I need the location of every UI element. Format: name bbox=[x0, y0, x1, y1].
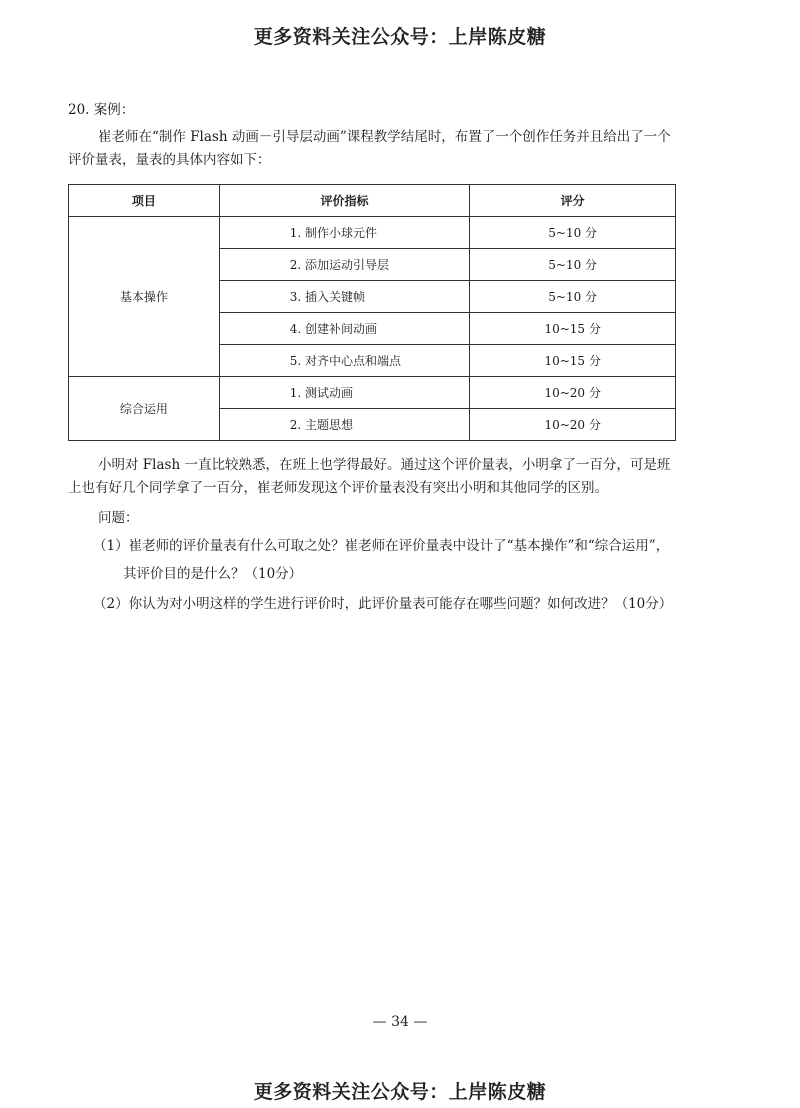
indicator-cell: 1. 测试动画 bbox=[219, 377, 470, 409]
questions-label: 问题： bbox=[98, 510, 139, 526]
question-intro: 崔老师在“制作 Flash 动画－引导层动画”课程教学结尾时，布置了一个创作任务并且给出了一个评价量表，量表的具体内容如下： bbox=[68, 129, 671, 168]
page-number: — 34 — bbox=[372, 1014, 428, 1030]
bottom-banner: 更多资料关注公众号：上岸陈皮糖 bbox=[253, 1081, 547, 1103]
score-cell: 5~10 分 bbox=[470, 281, 676, 313]
score-cell: 10~15 分 bbox=[470, 313, 676, 345]
top-banner: 更多资料关注公众号：上岸陈皮糖 bbox=[253, 26, 547, 48]
group-basic-operations: 基本操作 bbox=[69, 217, 220, 377]
indicator-cell: 3. 插入关键帧 bbox=[219, 281, 470, 313]
case-and-questions bbox=[68, 454, 676, 618]
table-header-row bbox=[69, 185, 676, 217]
header-indicator: 评价指标 bbox=[219, 185, 470, 217]
score-cell: 5~10 分 bbox=[470, 249, 676, 281]
score-cell: 5~10 分 bbox=[470, 217, 676, 249]
indicator-cell: 4. 创建补间动画 bbox=[219, 313, 470, 345]
score-cell: 10~20 分 bbox=[470, 377, 676, 409]
header-item: 项目 bbox=[69, 185, 220, 217]
indicator-cell: 5. 对齐中心点和端点 bbox=[219, 345, 470, 377]
header-score: 评分 bbox=[470, 185, 676, 217]
table-row bbox=[69, 217, 676, 249]
indicator-cell: 2. 添加运动引导层 bbox=[219, 249, 470, 281]
sub-question-2: （2）你认为对小明这样的学生进行评价时，此评价量表可能存在哪些问题？如何改进？（10分） bbox=[93, 596, 673, 612]
sub-question-1: （1）崔老师的评价量表有什么可取之处？崔老师在评价量表中设计了“基本操作”和“综合运用”，其评价目的是什么？（10分） bbox=[93, 538, 670, 582]
case-text: 小明对 Flash 一直比较熟悉，在班上也学得最好。通过这个评价量表，小明拿了一百分，可是班上也有好几个同学拿了一百分，崔老师发现这个评价量表没有突出小明和其他同学的区别。 bbox=[68, 457, 671, 496]
table-row bbox=[69, 377, 676, 409]
score-cell: 10~15 分 bbox=[470, 345, 676, 377]
question-block bbox=[68, 100, 676, 172]
indicator-cell: 1. 制作小球元件 bbox=[219, 217, 470, 249]
question-number: 20. 案例： bbox=[68, 102, 135, 118]
score-cell: 10~20 分 bbox=[470, 409, 676, 441]
evaluation-table bbox=[68, 184, 676, 441]
indicator-cell: 2. 主题思想 bbox=[219, 409, 470, 441]
group-comprehensive-application: 综合运用 bbox=[69, 377, 220, 441]
